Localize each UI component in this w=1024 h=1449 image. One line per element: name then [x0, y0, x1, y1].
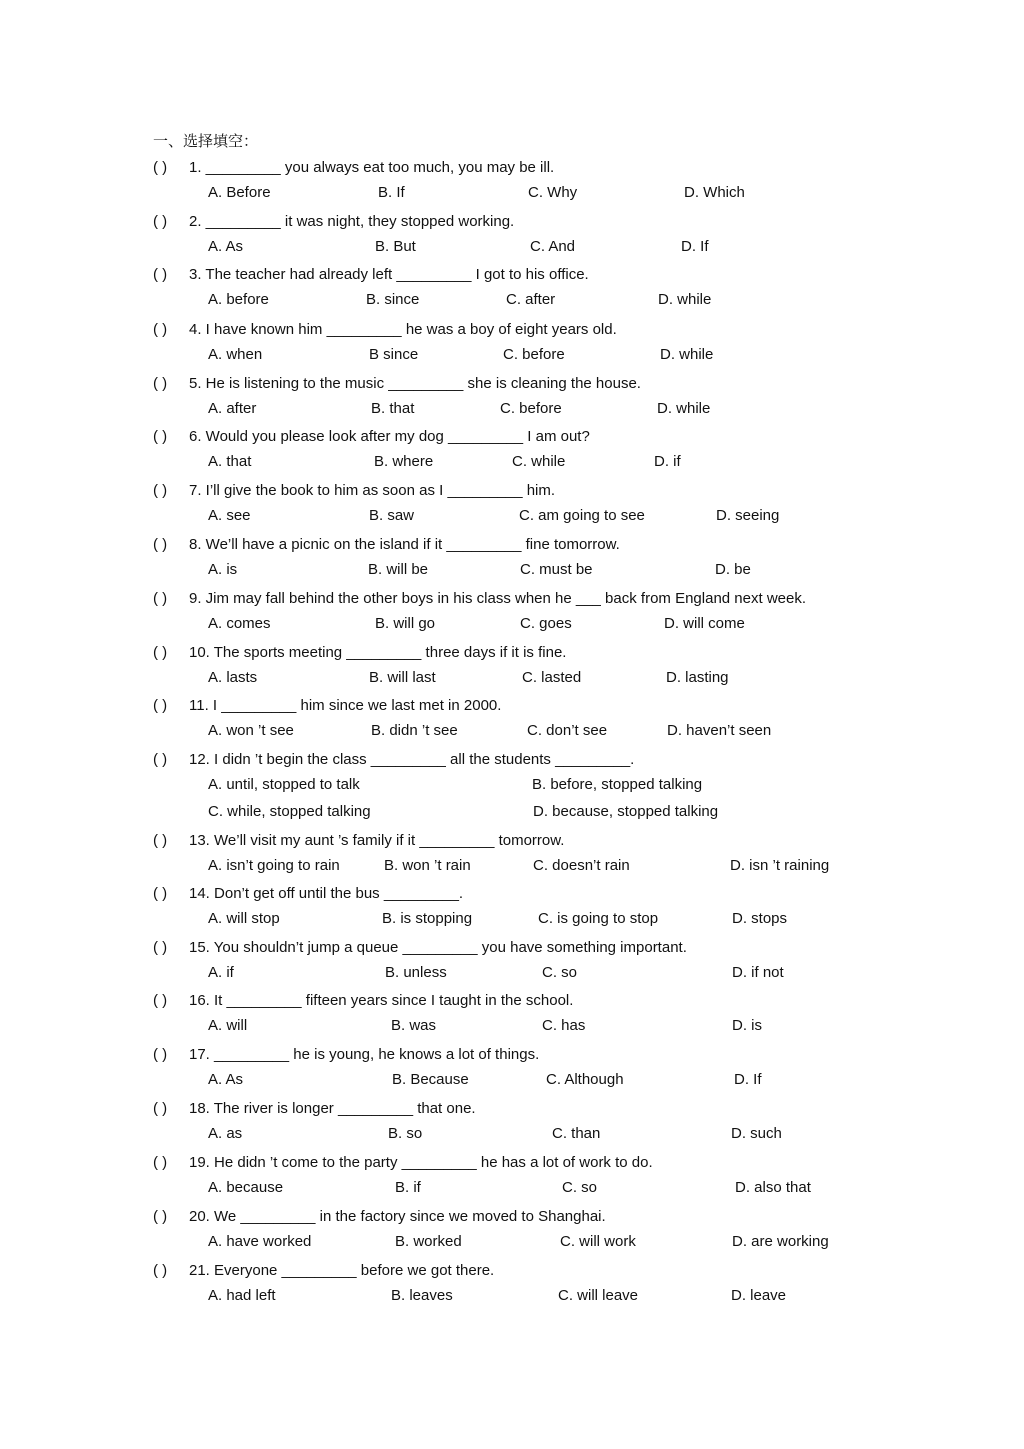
option-d[interactable]: D. such	[731, 1125, 782, 1142]
question-stem: 12. I didn ’t begin the class _________ all the students _________.	[189, 751, 635, 768]
question-stem: 17. _________ he is young, he knows a lot of things.	[189, 1046, 540, 1063]
option-d[interactable]: D. is	[732, 1017, 762, 1034]
option-b[interactable]: B. since	[366, 291, 420, 308]
option-c[interactable]: C. is going to stop	[538, 910, 659, 927]
question-stem: 13. We’ll visit my aunt ’s family if it _________ tomorrow.	[189, 832, 565, 849]
option-b[interactable]: B since	[369, 346, 419, 363]
answer-blank[interactable]: ( )	[153, 939, 168, 956]
question-6	[0, 427, 1024, 447]
option-b[interactable]: B. before, stopped talking	[532, 776, 703, 793]
option-b[interactable]: B. will be	[368, 561, 429, 578]
question-20	[0, 1207, 1024, 1227]
option-a[interactable]: A. will stop	[208, 910, 280, 927]
question-stem: 1. _________ you always eat too much, you may be ill.	[189, 159, 555, 176]
option-c[interactable]: C. after	[506, 291, 556, 308]
question-stem: 19. He didn ’t come to the party _________ he has a lot of work to do.	[189, 1154, 653, 1171]
answer-blank[interactable]: ( )	[153, 1154, 168, 1171]
option-b[interactable]: B. where	[374, 453, 434, 470]
option-c[interactable]: C. will leave	[558, 1287, 639, 1304]
question-3	[0, 265, 1024, 285]
option-a[interactable]: A. see	[208, 507, 251, 524]
option-d[interactable]: D. If	[681, 238, 709, 255]
answer-blank[interactable]: ( )	[153, 590, 168, 607]
option-b[interactable]: B. will last	[369, 669, 436, 686]
option-a[interactable]: A. before	[208, 291, 269, 308]
option-b[interactable]: B. didn ’t see	[371, 722, 458, 739]
option-b[interactable]: B. leaves	[391, 1287, 453, 1304]
option-c[interactable]: C. Although	[546, 1071, 624, 1088]
question-17	[0, 1045, 1024, 1065]
option-d[interactable]: D. if not	[732, 964, 784, 981]
question-stem: 10. The sports meeting _________ three days if it is fine.	[189, 644, 567, 661]
answer-blank[interactable]: ( )	[153, 1046, 168, 1063]
question-12	[0, 750, 1024, 770]
option-c[interactable]: C. goes	[520, 615, 572, 632]
option-a[interactable]: A. if	[208, 964, 234, 981]
question-11	[0, 696, 1024, 716]
question-stem: 18. The river is longer _________ that one.	[189, 1100, 476, 1117]
option-b[interactable]: B. Because	[392, 1071, 469, 1088]
answer-blank[interactable]: ( )	[153, 213, 168, 230]
answer-blank[interactable]: ( )	[153, 428, 168, 445]
answer-blank[interactable]: ( )	[153, 321, 168, 338]
question-10	[0, 643, 1024, 663]
option-d[interactable]: D. also that	[735, 1179, 811, 1196]
answer-blank[interactable]: ( )	[153, 1100, 168, 1117]
question-stem: 16. It _________ fifteen years since I taught in the school.	[189, 992, 574, 1009]
option-c[interactable]: C. while, stopped talking	[208, 803, 371, 820]
option-d[interactable]: D. Which	[684, 184, 745, 201]
option-d[interactable]: D. lasting	[666, 669, 729, 686]
question-stem: 6. Would you please look after my dog _________ I am out?	[189, 428, 590, 445]
answer-blank[interactable]: ( )	[153, 536, 168, 553]
question-stem: 15. You shouldn’t jump a queue _________ you have something important.	[189, 939, 687, 956]
option-b[interactable]: B. was	[391, 1017, 437, 1034]
option-a[interactable]: A. As	[208, 1071, 244, 1088]
option-c[interactable]: C. doesn’t rain	[533, 857, 630, 874]
question-21	[0, 1261, 1024, 1281]
question-stem: 11. I _________ him since we last met in 2000.	[189, 697, 502, 714]
question-16	[0, 991, 1024, 1011]
answer-blank[interactable]: ( )	[153, 832, 168, 849]
option-a[interactable]: A. as	[208, 1125, 243, 1142]
option-b[interactable]: B. If	[378, 184, 405, 201]
option-a[interactable]: A. because	[208, 1179, 284, 1196]
option-c[interactable]: C. lasted	[522, 669, 582, 686]
option-d[interactable]: D. are working	[732, 1233, 829, 1250]
question-stem: 5. He is listening to the music _________ she is cleaning the house.	[189, 375, 641, 392]
option-a[interactable]: A. lasts	[208, 669, 258, 686]
question-19	[0, 1153, 1024, 1173]
question-9	[0, 589, 1024, 609]
answer-blank[interactable]: ( )	[153, 885, 168, 902]
option-d[interactable]: D. while	[660, 346, 714, 363]
answer-blank[interactable]: ( )	[153, 697, 168, 714]
option-c[interactable]: C. must be	[520, 561, 593, 578]
answer-blank[interactable]: ( )	[153, 1208, 168, 1225]
option-b[interactable]: B. is stopping	[382, 910, 473, 927]
option-d[interactable]: D. isn ’t raining	[730, 857, 830, 874]
option-b[interactable]: B. if	[395, 1179, 421, 1196]
option-b[interactable]: B. But	[375, 238, 416, 255]
option-d[interactable]: D. stops	[732, 910, 788, 927]
option-a[interactable]: A. after	[208, 400, 257, 417]
option-a[interactable]: A. will	[208, 1017, 248, 1034]
option-b[interactable]: B. won ’t rain	[384, 857, 471, 874]
option-c[interactable]: C. don’t see	[527, 722, 608, 739]
answer-blank[interactable]: ( )	[153, 375, 168, 392]
question-stem: 8. We’ll have a picnic on the island if it _________ fine tomorrow.	[189, 536, 620, 553]
option-a[interactable]: A. won ’t see	[208, 722, 294, 739]
option-d[interactable]: D. be	[715, 561, 751, 578]
question-stem: 3. The teacher had already left _________ I got to his office.	[189, 266, 589, 283]
answer-blank[interactable]: ( )	[153, 266, 168, 283]
option-c[interactable]: C. so	[542, 964, 578, 981]
option-c[interactable]: C. will work	[560, 1233, 636, 1250]
option-b[interactable]: B. unless	[385, 964, 447, 981]
question-5	[0, 374, 1024, 394]
answer-blank[interactable]: ( )	[153, 482, 168, 499]
question-stem: 9. Jim may fall behind the other boys in his class when he ___ back from England next week.	[189, 590, 806, 607]
option-d[interactable]: D. while	[657, 400, 711, 417]
option-b[interactable]: B. saw	[369, 507, 415, 524]
question-15	[0, 938, 1024, 958]
option-a[interactable]: A. until, stopped to talk	[208, 776, 360, 793]
question-13	[0, 831, 1024, 851]
option-b[interactable]: B. worked	[395, 1233, 462, 1250]
question-18	[0, 1099, 1024, 1119]
question-2	[0, 212, 1024, 232]
option-d[interactable]: D. leave	[731, 1287, 787, 1304]
option-a[interactable]: A. Before	[208, 184, 271, 201]
option-a[interactable]: A. As	[208, 238, 244, 255]
question-14	[0, 884, 1024, 904]
option-d[interactable]: D. If	[734, 1071, 762, 1088]
option-b[interactable]: B. so	[388, 1125, 423, 1142]
question-stem: 7. I’ll give the book to him as soon as I _________ him.	[189, 482, 556, 499]
question-7	[0, 481, 1024, 501]
option-c[interactable]: C. am going to see	[519, 507, 645, 524]
question-8	[0, 535, 1024, 555]
option-a[interactable]: A. that	[208, 453, 252, 470]
option-c[interactable]: C. Why	[528, 184, 578, 201]
option-c[interactable]: C. than	[552, 1125, 601, 1142]
section-title: 一、选择填空：	[153, 133, 259, 150]
question-stem: 14. Don’t get off until the bus _________.	[189, 885, 464, 902]
option-c[interactable]: C. has	[542, 1017, 586, 1034]
option-d[interactable]: D. while	[658, 291, 712, 308]
question-stem: 4. I have known him _________ he was a boy of eight years old.	[189, 321, 617, 338]
answer-blank[interactable]: ( )	[153, 992, 168, 1009]
option-d[interactable]: D. seeing	[716, 507, 780, 524]
option-a[interactable]: A. comes	[208, 615, 271, 632]
option-a[interactable]: A. isn’t going to rain	[208, 857, 340, 874]
answer-blank[interactable]: ( )	[153, 159, 168, 176]
option-c[interactable]: C. while	[512, 453, 566, 470]
option-a[interactable]: A. is	[208, 561, 238, 578]
option-d[interactable]: D. will come	[664, 615, 745, 632]
question-stem: 2. _________ it was night, they stopped working.	[189, 213, 515, 230]
answer-blank[interactable]: ( )	[153, 644, 168, 661]
option-d[interactable]: D. if	[654, 453, 681, 470]
option-b[interactable]: B. that	[371, 400, 415, 417]
option-c[interactable]: C. before	[503, 346, 565, 363]
option-a[interactable]: A. have worked	[208, 1233, 312, 1250]
question-stem: 21. Everyone _________ before we got there.	[189, 1262, 495, 1279]
option-b[interactable]: B. will go	[375, 615, 436, 632]
answer-blank[interactable]: ( )	[153, 1262, 168, 1279]
option-c[interactable]: C. before	[500, 400, 562, 417]
question-1	[0, 158, 1024, 178]
question-4	[0, 320, 1024, 340]
question-stem: 20. We _________ in the factory since we moved to Shanghai.	[189, 1208, 606, 1225]
option-a[interactable]: A. when	[208, 346, 263, 363]
option-a[interactable]: A. had left	[208, 1287, 276, 1304]
option-c[interactable]: C. And	[530, 238, 576, 255]
option-d[interactable]: D. haven’t seen	[667, 722, 772, 739]
option-d[interactable]: D. because, stopped talking	[533, 803, 719, 820]
option-c[interactable]: C. so	[562, 1179, 598, 1196]
answer-blank[interactable]: ( )	[153, 751, 168, 768]
